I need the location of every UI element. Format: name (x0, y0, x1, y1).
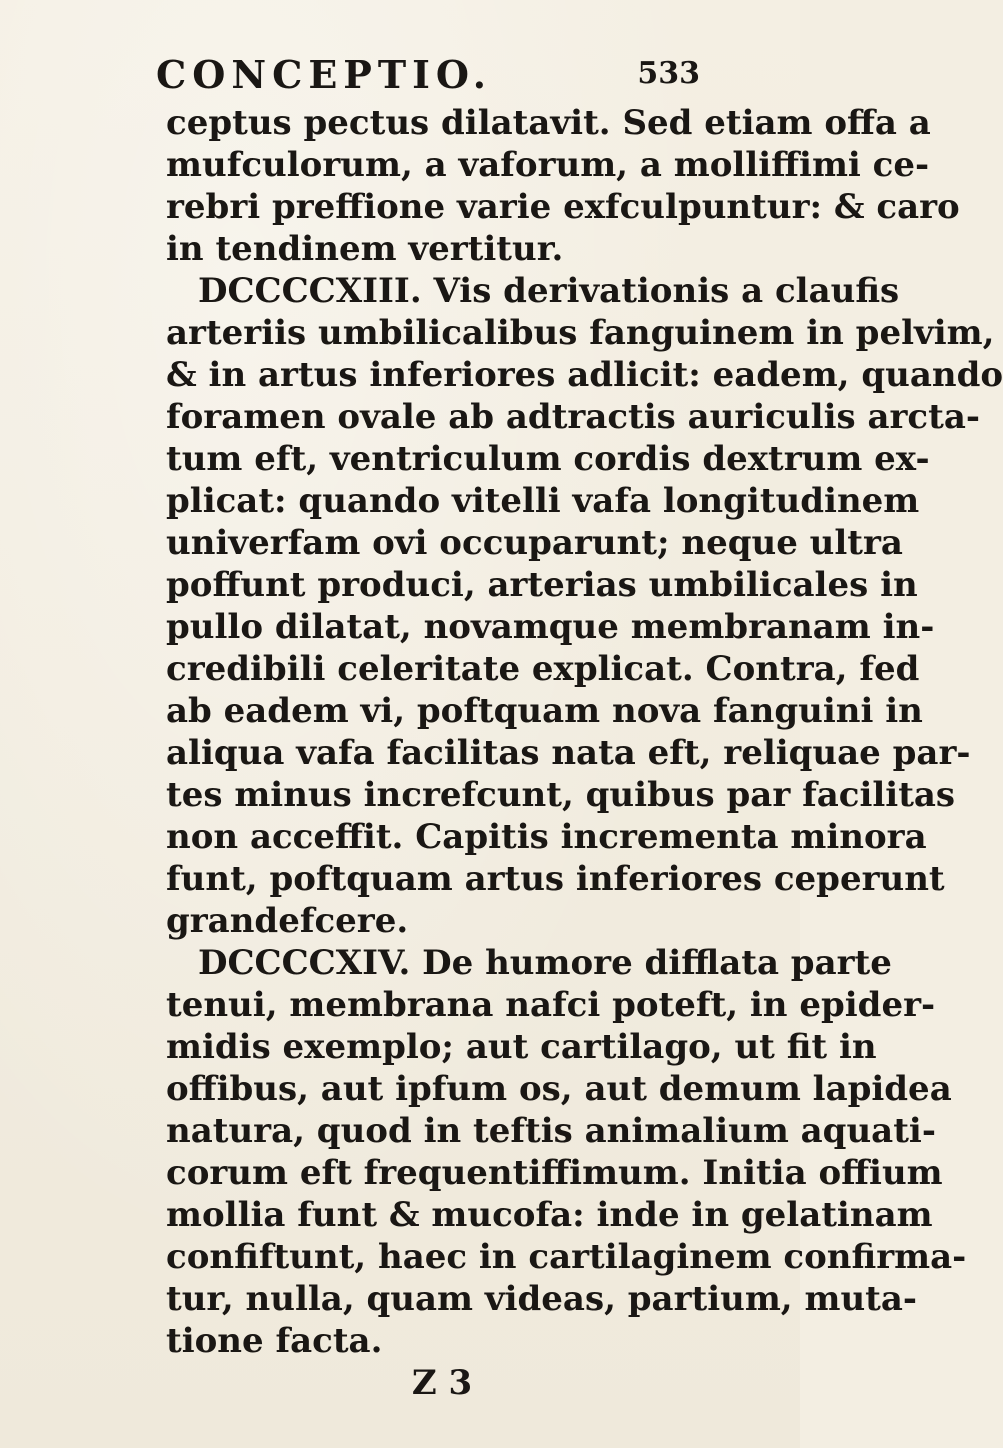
text-line: midis exemplo; aut cartilago, ut fit in (166, 1027, 877, 1067)
text-line: credibili celeritate explicat. Contra, fed (166, 649, 920, 689)
text-line: DCCCCXIV. De humore difflata parte (198, 943, 892, 983)
text-line: pullo dilatat, novamque membranam in- (166, 607, 935, 647)
text-line: ceptus pectus dilatavit. Sed etiam offa a (166, 103, 931, 143)
text-line: tenui, membrana nafci poteft, in epider- (166, 985, 936, 1025)
text-line: univerfam ovi occuparunt; neque ultra (166, 523, 903, 563)
page-header (140, 52, 700, 102)
running-head: CONCEPTIO. (156, 52, 493, 97)
text-line: tur, nulla, quam videas, partium, muta- (166, 1279, 918, 1319)
text-line: aliqua vafa facilitas nata eft, reliquae par- (166, 733, 971, 773)
text-line: mufculorum, a vaforum, a molliffimi ce- (166, 145, 930, 185)
text-line: foramen ovale ab adtractis auriculis arcta- (166, 397, 980, 437)
text-line: in tendinem vertitur. (166, 229, 564, 269)
body-text (166, 102, 1003, 1404)
text-line: mollia funt & mucofa: inde in gelatinam (166, 1195, 933, 1235)
text-line: poffunt produci, arterias umbilicales in (166, 565, 918, 605)
text-line: non acceffit. Capitis incrementa minora (166, 817, 927, 857)
catchword: Z 3 (411, 1363, 473, 1403)
text-line: corum eft frequentiffimum. Initia offium (166, 1153, 943, 1193)
text-line: tione facta. (166, 1321, 383, 1361)
text-line: offibus, aut ipfum os, aut demum lapidea (166, 1069, 952, 1109)
text-line: rebri preffione varie exfculpuntur: & caro (166, 187, 960, 227)
text-line: funt, poftquam artus inferiores ceperunt (166, 859, 945, 899)
text-line: & in artus inferiores adlicit: eadem, quando (166, 355, 1003, 395)
text-line: tes minus increfcunt, quibus par facilitas (166, 775, 956, 815)
text-line: arteriis umbilicalibus fanguinem in pelvim, (166, 313, 995, 353)
page-number: 533 (637, 56, 700, 91)
text-line: plicat: quando vitelli vafa longitudinem (166, 481, 920, 521)
text-line: ab eadem vi, poftquam nova fanguini in (166, 691, 923, 731)
text-line: confiftunt, haec in cartilaginem confirma- (166, 1237, 967, 1277)
text-line: DCCCCXIII. Vis derivationis a claufis (198, 271, 900, 311)
text-line: tum eft, ventriculum cordis dextrum ex- (166, 439, 930, 479)
text-line: natura, quod in teftis animalium aquati- (166, 1111, 936, 1151)
text-line: grandefcere. (166, 901, 409, 941)
